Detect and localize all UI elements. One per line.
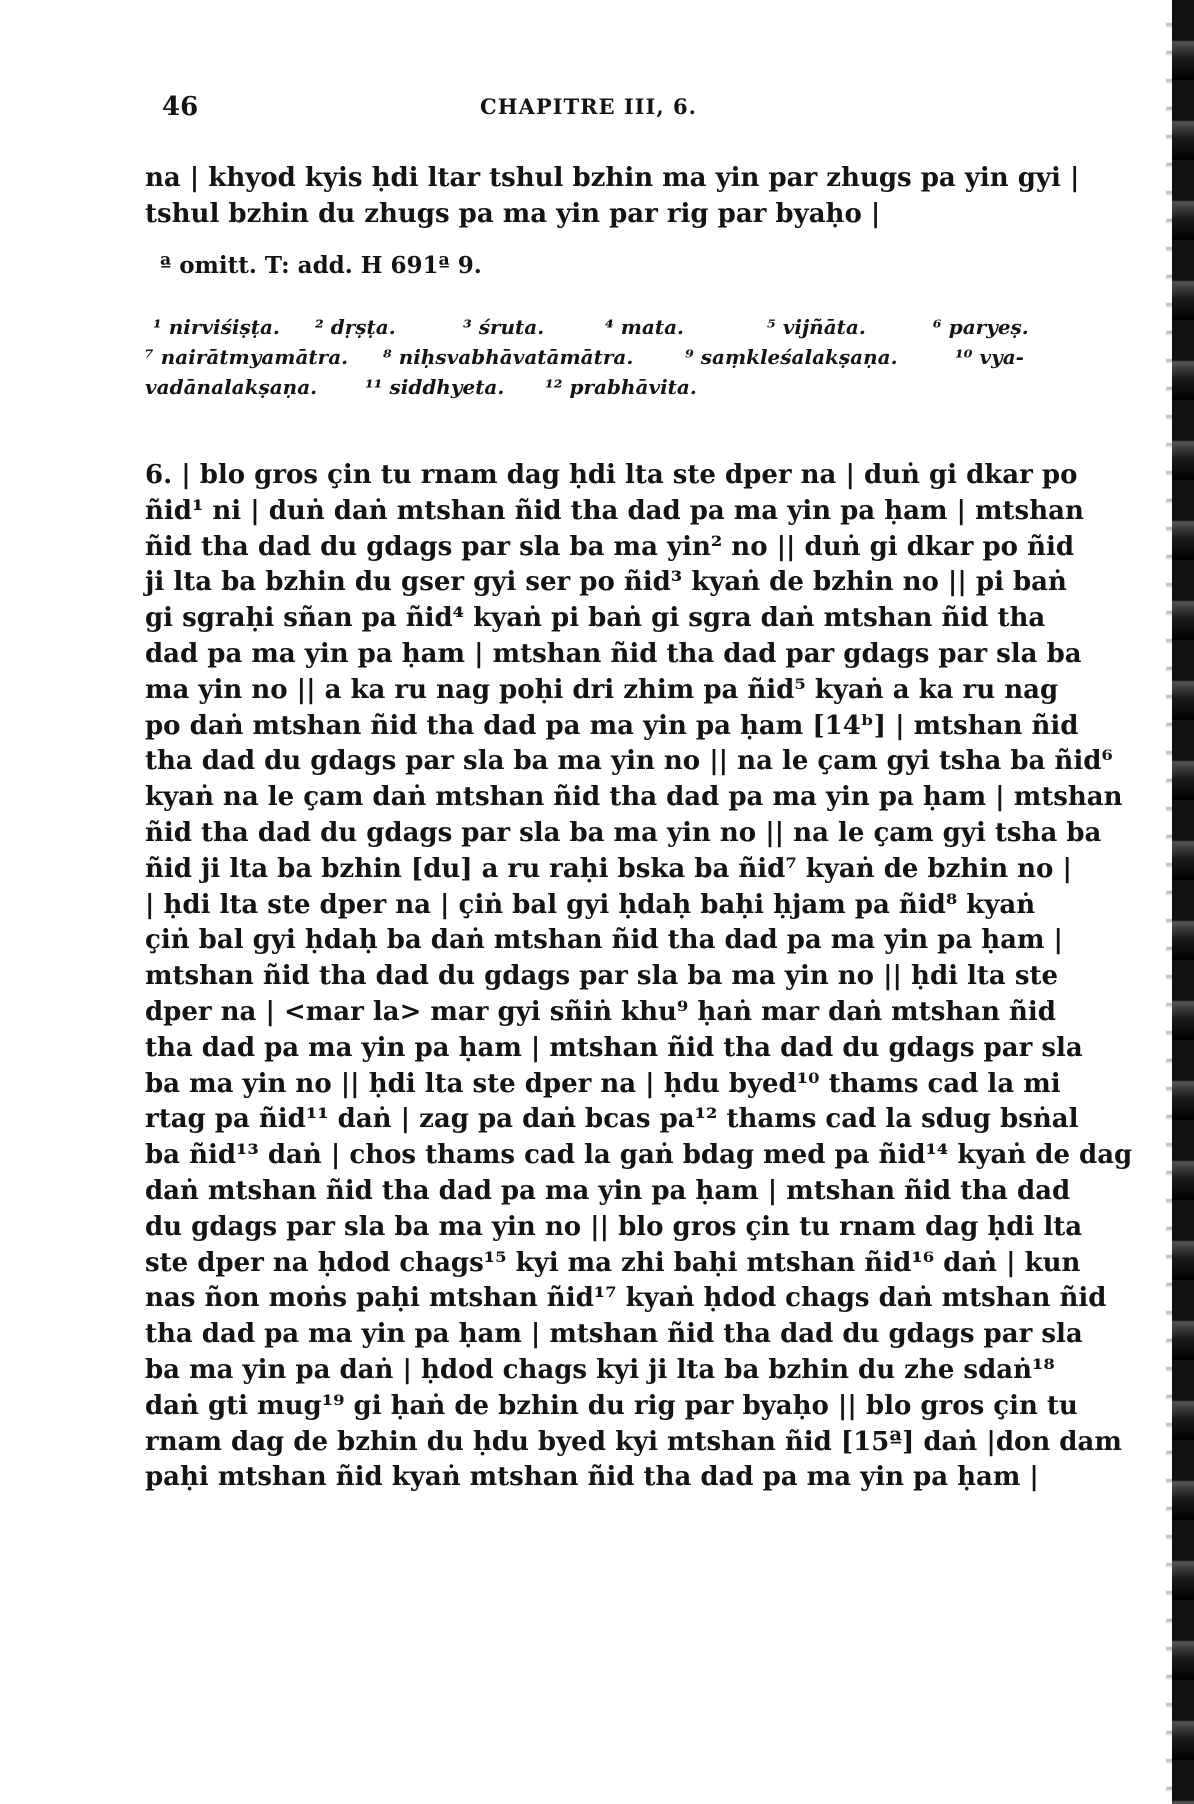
text-line: tha dad pa ma yin pa ḥam | mtshan ñid tha dad du gdags par sla: [145, 1032, 1083, 1063]
text-line: tha dad pa ma yin pa ḥam | mtshan ñid tha dad du gdags par sla: [145, 1319, 1083, 1350]
text-line: mtshan ñid tha dad du gdags par sla ba ma yin no || ḥdi lta ste: [145, 961, 1059, 992]
gloss: ¹¹ siddhyeta.: [365, 375, 505, 399]
gloss-row: [145, 312, 1035, 342]
running-head: [140, 92, 1020, 132]
text-line: po daṅ mtshan ñid tha dad pa ma yin pa ḥam [14ᵇ] | mtshan ñid: [145, 710, 1079, 741]
text-line: | ḥdi lta ste dper na | çiṅ bal gyi ḥdaḥ baḥi ḥjam pa ñid⁸ kyaṅ: [145, 889, 1036, 920]
text-line: ba ma yin pa daṅ | ḥdod chags kyi ji lta ba bzhin du zhe sdaṅ¹⁸: [145, 1354, 1055, 1385]
text-line: rnam dag de bzhin du ḥdu byed kyi mtshan ñid [15ª] daṅ |don dam: [145, 1426, 1122, 1457]
gloss: vadānalakṣaṇa.: [145, 375, 318, 399]
scan-edge: [1172, 0, 1194, 1804]
gloss: ⁵ vijñāta.: [767, 315, 866, 339]
text-line: kyaṅ na le çam daṅ mtshan ñid tha dad pa ma yin pa ḥam | mtshan: [145, 782, 1123, 813]
text-line: ma yin no || a ka ru nag poḥi dri zhim pa ñid⁵ kyaṅ a ka ru nag: [145, 674, 1059, 705]
text-line: ñid tha dad du gdags par sla ba ma yin no || na le çam gyi tsha ba: [145, 817, 1102, 848]
text-line: ñid¹ ni | duṅ daṅ mtshan ñid tha dad pa ma yin pa ḥam | mtshan: [145, 495, 1084, 526]
text-line: ñid tha dad du gdags par sla ba ma yin² no || duṅ gi dkar po ñid: [145, 531, 1075, 562]
gloss: ⁸ niḥsvabhāvatāmātra.: [383, 345, 634, 369]
text-line: daṅ mtshan ñid tha dad pa ma yin pa ḥam | mtshan ñid tha dad: [145, 1175, 1071, 1206]
text-line: tha dad du gdags par sla ba ma yin no || na le çam gyi tsha ba ñid⁶: [145, 746, 1113, 777]
main-paragraph: [145, 458, 1133, 1496]
text-line: ji lta ba bzhin du gser gyi ser po ñid³ kyaṅ de bzhin no || pi baṅ: [145, 567, 1067, 598]
gloss-row: [145, 372, 1035, 402]
text-line: 6. | blo gros çin tu rnam dag ḥdi lta ste dper na | duṅ gi dkar po: [145, 460, 1078, 490]
gloss: ⁶ paryeṣ.: [933, 315, 1029, 339]
text-line: gi sgraḥi sñan pa ñid⁴ kyaṅ pi baṅ gi sgra daṅ mtshan ñid tha: [145, 603, 1046, 634]
gloss: ³ śruta.: [463, 315, 545, 339]
gloss: ¹ nirviśiṣṭa.: [153, 315, 280, 339]
gloss: ¹² prabhāvita.: [545, 375, 697, 399]
gloss: ⁹ saṃkleśalakṣaṇa.: [685, 345, 898, 369]
text-line: tshul bzhin du zhugs pa ma yin par rig par byaḥo |: [145, 199, 881, 229]
text-line: du gdags par sla ba ma yin no || blo gros çin tu rnam dag ḥdi lta: [145, 1211, 1083, 1242]
chapter-title: CHAPITRE III, 6.: [480, 94, 697, 119]
text-line: daṅ gti mug¹⁹ gi ḥaṅ de bzhin du rig par byaḥo || blo gros çin tu: [145, 1390, 1078, 1421]
gloss: ⁴ mata.: [605, 315, 685, 339]
text-line: ba ma yin no || ḥdi lta ste dper na | ḥdu byed¹⁰ thams cad la mi: [145, 1068, 1061, 1099]
text-line: rtag pa ñid¹¹ daṅ | zag pa daṅ bcas pa¹² thams cad la sdug bsṅal: [145, 1104, 1079, 1135]
top-paragraph: [145, 160, 1080, 232]
text-line: nas ñon moṅs paḥi mtshan ñid¹⁷ kyaṅ ḥdod chags daṅ mtshan ñid: [145, 1283, 1107, 1314]
gloss: ² dṛṣṭa.: [315, 315, 396, 339]
gloss-row: [145, 342, 1035, 372]
sanskrit-glosses: [145, 312, 1035, 402]
text-line: ba ñid¹³ daṅ | chos thams cad la gaṅ bdag med pa ñid¹⁴ kyaṅ de dag: [145, 1140, 1133, 1171]
gloss: ¹⁰ vya-: [955, 345, 1024, 369]
text-line: paḥi mtshan ñid kyaṅ mtshan ñid tha dad pa ma yin pa ḥam |: [145, 1462, 1039, 1493]
variant-note: ª omitt. T: add. H 691ª 9.: [160, 252, 482, 279]
text-line: ñid ji lta ba bzhin [du] a ru raḥi bska ba ñid⁷ kyaṅ de bzhin no |: [145, 853, 1072, 884]
text-line: çiṅ bal gyi ḥdaḥ ba daṅ mtshan ñid tha dad pa ma yin pa ḥam |: [145, 925, 1063, 956]
text-line: dper na | <mar la> mar gyi sñiṅ khu⁹ ḥaṅ mar daṅ mtshan ñid: [145, 996, 1056, 1027]
text-line: na | khyod kyis ḥdi ltar tshul bzhin ma yin par zhugs pa yin gyi |: [145, 163, 1080, 193]
text-line: dad pa ma yin pa ḥam | mtshan ñid tha dad par gdags par sla ba: [145, 638, 1082, 669]
gloss: ⁷ nairātmyamātra.: [145, 345, 349, 369]
page-number: 46: [162, 92, 199, 122]
text-line: ste dper na ḥdod chags¹⁵ kyi ma zhi baḥi mtshan ñid¹⁶ daṅ | kun: [145, 1247, 1081, 1278]
